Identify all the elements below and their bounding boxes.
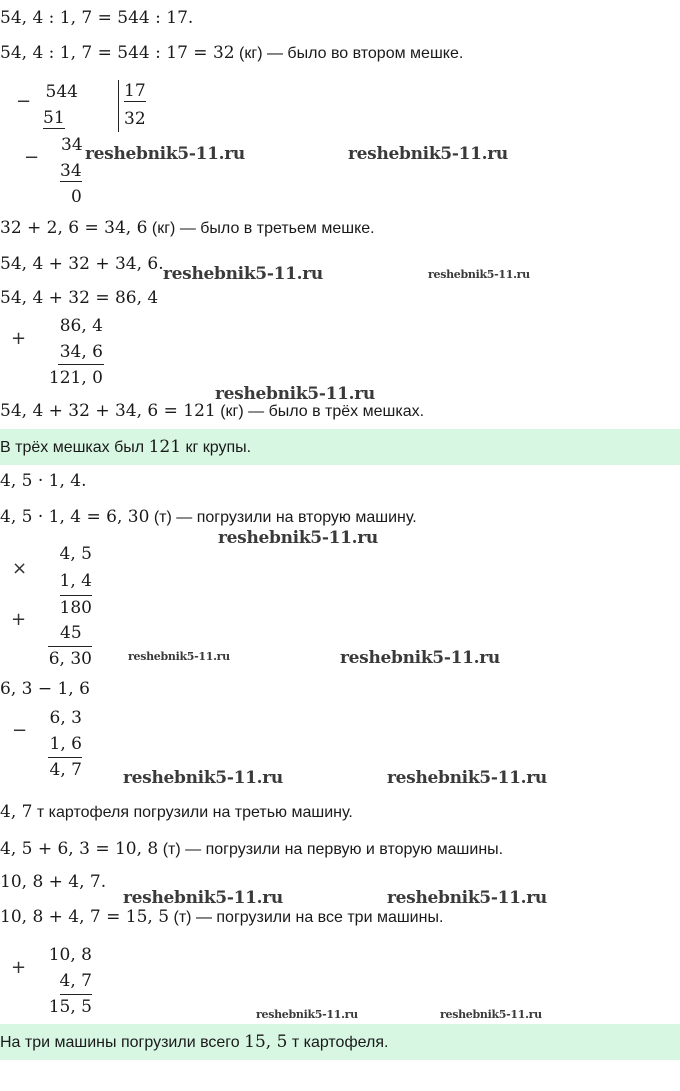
explanation-text: (т) — погрузили на все три машины.	[169, 909, 444, 926]
equation-line: 10, 8 + 4, 7.	[0, 872, 107, 892]
subtrahend: 34	[60, 161, 82, 181]
watermark: reshebnik5-11.ru	[348, 144, 508, 164]
answer-text: В трёх мешках был 121 кг крупы.	[0, 437, 252, 457]
equation-line: 54, 4 + 32 = 86, 4	[0, 288, 159, 308]
answer-box	[0, 1024, 680, 1060]
equation-line: 54, 4 : 1, 7 = 544 : 17.	[0, 8, 194, 28]
math-expression: 4, 7	[0, 802, 33, 822]
divisor: 17	[124, 81, 146, 101]
subtrahend: 1, 6	[49, 734, 82, 754]
equation-line: 4, 5 · 1, 4.	[0, 471, 87, 491]
equation-line: 6, 3 − 1, 6	[0, 679, 90, 699]
sum-line	[58, 364, 104, 365]
watermark: reshebnik5-11.ru	[85, 144, 245, 164]
equation-line	[0, 505, 417, 530]
watermark: reshebnik5-11.ru	[123, 888, 283, 908]
explanation-text: (кг) — было в третьем мешке.	[147, 220, 375, 237]
minus-sign: −	[12, 720, 28, 741]
subtrahend: 51	[43, 108, 65, 128]
watermark: reshebnik5-11.ru	[123, 768, 283, 788]
watermark: reshebnik5-11.ru	[163, 264, 323, 284]
math-expression: 4, 5 · 1, 4 = 6, 30	[0, 507, 150, 527]
equation-line	[0, 905, 443, 930]
sum-result: 121, 0	[48, 368, 103, 388]
partial-product: 45	[60, 623, 82, 643]
answer-number: 15, 5	[244, 1032, 288, 1052]
equation-line: 54, 4 + 32 + 34, 6.	[0, 254, 164, 274]
math-expression: 10, 8 + 4, 7 = 15, 5	[0, 907, 170, 927]
addend: 34, 6	[59, 342, 103, 362]
watermark: reshebnik5-11.ru	[387, 768, 547, 788]
addend: 86, 4	[59, 316, 103, 336]
factor: 4, 5	[59, 544, 92, 564]
watermark: reshebnik5-11.ru	[215, 384, 375, 404]
answer-number: 121	[148, 437, 182, 457]
addend: 4, 7	[59, 971, 92, 991]
math-expression: 4, 5 + 6, 3 = 10, 8	[0, 839, 159, 859]
plus-sign: +	[11, 957, 27, 978]
product-result: 6, 30	[48, 649, 92, 669]
dividend: 544	[45, 82, 78, 102]
addend: 10, 8	[48, 945, 92, 965]
sum-result: 15, 5	[48, 997, 92, 1017]
plus-sign: +	[11, 609, 27, 630]
difference-result: 4, 7	[49, 760, 82, 780]
answer-text: На три машины погрузили всего 15, 5 т картофеля.	[0, 1032, 389, 1052]
math-expression: 54, 4 + 32 + 34, 6 = 121	[0, 401, 216, 421]
factor: 1, 4	[59, 571, 92, 591]
explanation-text: т картофеля погрузили на третью машину.	[32, 804, 353, 821]
plus-sign: +	[11, 328, 27, 349]
minus-sign: −	[16, 91, 32, 112]
watermark: reshebnik5-11.ru	[218, 528, 378, 548]
remainder: 0	[71, 187, 82, 207]
explanation-text: (т) — погрузили на первую и вторую машины.	[158, 841, 504, 858]
watermark: reshebnik5-11.ru	[256, 1008, 358, 1021]
minuend: 6, 3	[49, 708, 82, 728]
remainder: 34	[61, 135, 83, 155]
division-bar	[118, 80, 119, 132]
math-expression: 32 + 2, 6 = 34, 6	[0, 218, 148, 238]
equation-line	[0, 41, 463, 66]
minus-sign: −	[24, 147, 40, 168]
watermark: reshebnik5-11.ru	[128, 650, 230, 663]
math-expression: 54, 4 : 1, 7 = 544 : 17 = 32	[0, 43, 235, 63]
watermark: reshebnik5-11.ru	[440, 1008, 542, 1021]
explanation-text: (кг) — было во втором мешке.	[234, 45, 464, 62]
equation-line	[0, 837, 503, 862]
partial-product: 180	[59, 598, 92, 618]
explanation-text: (т) — погрузили на вторую машину.	[149, 509, 417, 526]
quotient: 32	[124, 109, 146, 129]
answer-box	[0, 429, 680, 465]
watermark: reshebnik5-11.ru	[340, 648, 500, 668]
explanation-text: (кг) — было в трёх мешках.	[215, 403, 425, 420]
times-sign: ×	[12, 558, 28, 579]
watermark: reshebnik5-11.ru	[387, 888, 547, 908]
equation-line	[0, 216, 375, 241]
watermark: reshebnik5-11.ru	[428, 268, 530, 281]
equation-line	[0, 800, 353, 825]
